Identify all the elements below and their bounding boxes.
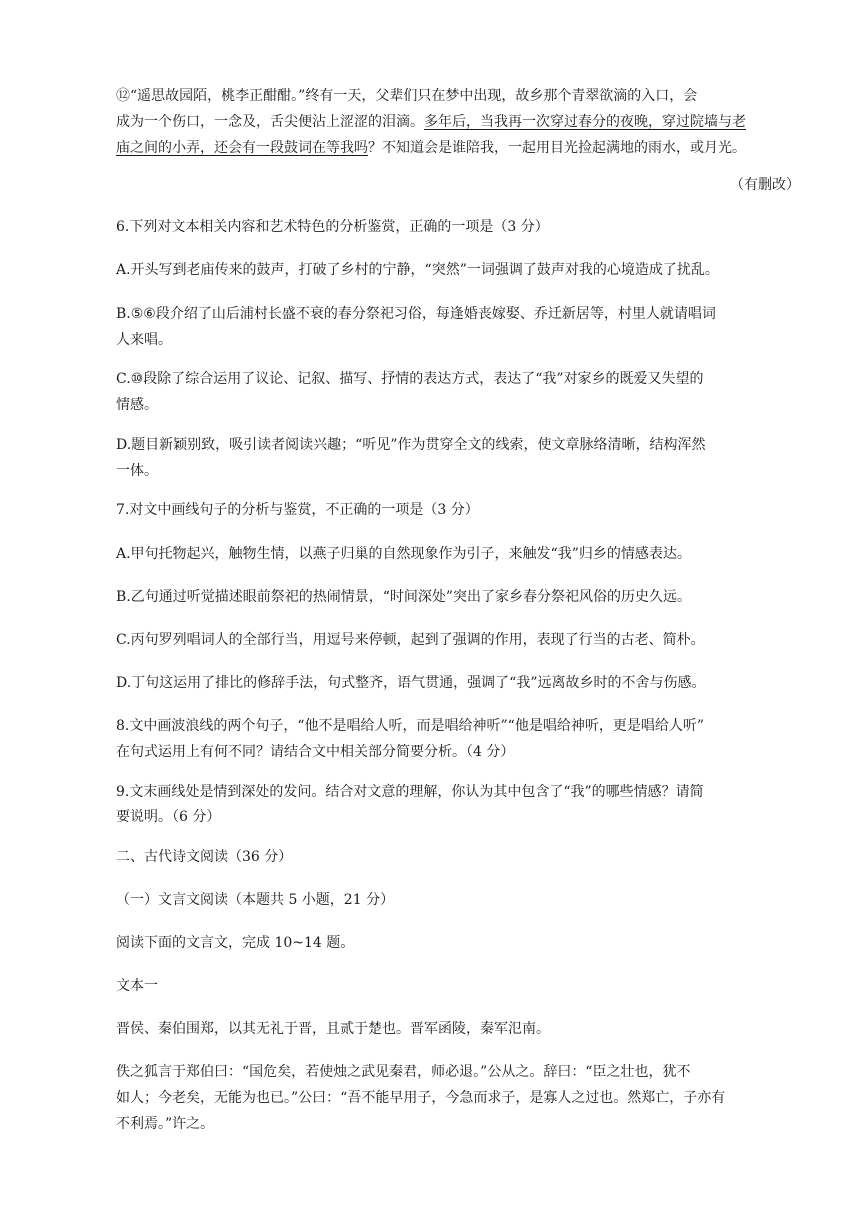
question-9-line-2: 要说明。（6 分） — [116, 809, 221, 825]
question-6-option-c-line-1: C.⑩段除了综合运用了议论、记叙、描写、抒情的表达方式，表达了“我”对家乡的既爱又失望的 — [116, 371, 704, 387]
question-6-option-d-line-2: 一体。 — [116, 463, 158, 479]
section-2-subtitle: （一）文言文阅读（本题共 5 小题，21 分） — [116, 892, 395, 908]
question-8-line-2: 在句式运用上有何不同？请结合文中相关部分简要分析。（4 分） — [116, 744, 515, 760]
question-6-option-d-line-1: D.题目新颖别致，吸引读者阅读兴趣；“听见”作为贯穿全文的线索，使文章脉络清晰，结构浑然 — [116, 437, 706, 453]
question-9-line-1: 9.文末画线处是情到深处的发问。结合对文意的理解，你认为其中包含了“我”的哪些情感？请简 — [116, 784, 704, 800]
classical-text-para-2-line-3: 不利焉。”许之。 — [116, 1116, 215, 1132]
paragraph-12-line-3 — [116, 138, 746, 158]
text-one-label: 文本一 — [116, 978, 158, 994]
classical-text-para-2-line-2: 如人；今老矣，无能为也已。”公曰：“吾不能早用子，今急而求子，是寡人之过也。然郑亡，子亦有 — [116, 1090, 726, 1106]
section-2-title: 二、古代诗文阅读（36 分） — [116, 849, 293, 865]
question-6-option-b-line-2: 人来唱。 — [116, 332, 172, 348]
question-6-option-c-line-2: 情感。 — [116, 397, 158, 413]
underlined-sentence-end: 庙之间的小弄，还会有一段鼓词在等我吗 — [116, 140, 368, 156]
reading-instruction: 阅读下面的文言文，完成 10~14 题。 — [116, 935, 355, 951]
question-7-stem: 7.对文中画线句子的分析与鉴赏，不正确的一项是（3 分） — [116, 502, 479, 518]
paragraph-12-line-1: ⑫“遥思故园陌，桃李正酣酣。”终有一天，父辈们只在梦中出现，故乡那个青翠欲滴的入口，会 — [116, 88, 698, 104]
underlined-sentence: 多年后，当我再一次穿过春分的夜晚，穿过院墙与老 — [424, 114, 746, 130]
question-6-option-b-line-1: B.⑤⑥段介绍了山后浦村长盛不衰的春分祭祀习俗，每逢婚丧嫁娶、乔迁新居等，村里人就请唱词 — [116, 306, 716, 322]
question-6-stem: 6.下列对文本相关内容和艺术特色的分析鉴赏，正确的一项是（3 分） — [116, 219, 549, 235]
classical-text-para-1: 晋侯、秦伯围郑，以其无礼于晋，且贰于楚也。晋军函陵，秦军氾南。 — [116, 1021, 550, 1037]
question-7-option-a: A.甲句托物起兴，触物生情，以燕子归巢的自然现象作为引子，来触发“我”归乡的情感表达。 — [116, 546, 691, 562]
paragraph-12-text-end: ？不知道会是谁陪我，一起用目光捡起满地的雨水，或月光。 — [368, 140, 746, 156]
paragraph-12-text: 成为一个伤口，一念及，舌尖便沾上涩涩的泪滴。 — [116, 114, 424, 130]
question-7-option-c: C.丙句罗列唱词人的全部行当，用逗号来停顿，起到了强调的作用，表现了行当的古老、简朴。 — [116, 632, 705, 648]
classical-text-para-2-line-1: 佚之狐言于郑伯曰：“国危矣，若使烛之武见秦君，师必退。”公从之。辞曰：“臣之壮也，犹不 — [116, 1064, 691, 1080]
question-8-line-1: 8.文中画波浪线的两个句子，“他不是唱给人听，而是唱给神听”“他是唱给神听，更是唱给人听” — [116, 718, 704, 734]
edit-note: （有删改） — [730, 177, 800, 193]
paragraph-12-line-2 — [116, 112, 746, 132]
question-6-option-a: A.开头写到老庙传来的鼓声，打破了乡村的宁静，“突然”一词强调了鼓声对我的心境造成了扰乱。 — [116, 262, 719, 278]
question-7-option-d: D.丁句这运用了排比的修辞手法，句式整齐，语气贯通，强调了“我”远离故乡时的不舍与伤感。 — [116, 675, 706, 691]
question-7-option-b: B.乙句通过听觉描述眼前祭祀的热闹情景，“时间深处”突出了家乡春分祭祀风俗的历史久远。 — [116, 589, 692, 605]
